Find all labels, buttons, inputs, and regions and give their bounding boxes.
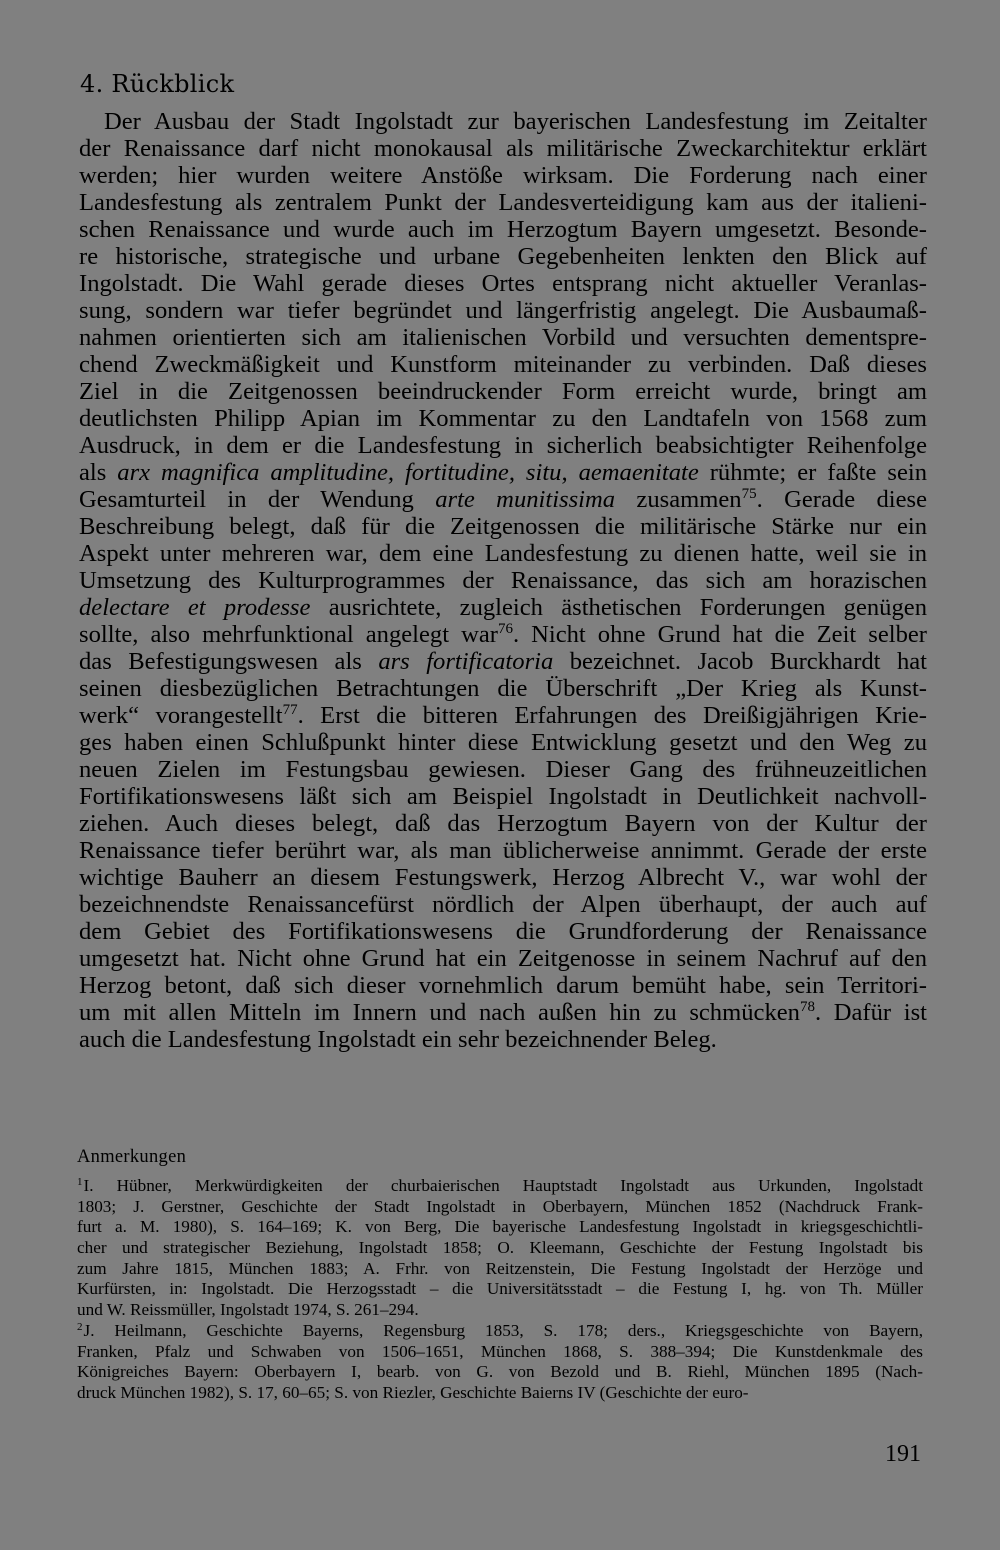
text-line xyxy=(79,594,927,621)
text-line xyxy=(79,702,927,729)
text-line xyxy=(79,540,927,567)
text-segment: sollte, also mehrfunktional angelegt war xyxy=(79,621,498,648)
footnote-line xyxy=(77,1259,923,1280)
text-segment: wichtige Bauherr an diesem Festungswerk, Herzog Albrecht V., war wohl der xyxy=(79,864,927,891)
text-line xyxy=(79,999,927,1026)
text-segment: umgesetzt hat. Nicht ohne Grund hat ein Zeitgenosse in seinem Nachruf auf den xyxy=(79,945,927,972)
footnote-text: druck München 1982), S. 17, 60–65; S. von Riezler, Geschichte Baierns IV (Geschichte der euro- xyxy=(77,1382,749,1402)
text-segment: schen Renaissance und wurde auch im Herzogtum Bayern umgesetzt. Besonde- xyxy=(79,216,927,243)
text-segment: Landesfestung als zentralem Punkt der Landesverteidigung kam aus der italieni- xyxy=(79,189,927,216)
footnote-text: und W. Reissmüller, Ingolstadt 1974, S. 261–294. xyxy=(77,1300,419,1320)
italic-text: arx magnifica amplitudine, fortitudine, situ, aemaenitate xyxy=(117,459,699,486)
text-segment: Fortifikationswesens läßt sich am Beispiel Ingolstadt in Deutlichkeit nachvoll- xyxy=(79,783,927,810)
footnote-line xyxy=(77,1300,923,1321)
text-segment: bezeichnet. Jacob Burckhardt hat xyxy=(553,648,928,675)
notes-heading: Anmerkungen xyxy=(77,1147,187,1167)
text-segment: ziehen. Auch dieses belegt, daß das Herzogtum Bayern von der Kultur der xyxy=(79,810,927,837)
text-line xyxy=(79,270,927,297)
footnote-line xyxy=(77,1321,923,1342)
text-segment: re historische, strategische und urbane Gegebenheiten lenkten den Blick auf xyxy=(79,243,927,270)
text-segment: um mit allen Mitteln im Innern und nach außen hin zu schmücken xyxy=(79,999,800,1026)
section-heading: 4. Rückblick xyxy=(80,70,235,98)
text-segment: Umsetzung des Kulturprogrammes der Renaissance, das sich am horazischen xyxy=(79,567,927,594)
text-line xyxy=(79,621,927,648)
footnote-line xyxy=(77,1362,923,1383)
text-line xyxy=(79,945,927,972)
text-segment: als xyxy=(79,459,118,486)
text-line xyxy=(79,756,927,783)
text-segment: Ingolstadt. Die Wahl gerade dieses Ortes entsprang nicht aktueller Veranlas- xyxy=(79,270,927,297)
footnote-ref: 75 xyxy=(741,486,757,502)
text-segment: Herzog betont, daß sich dieser vornehmlich darum bemüht habe, sein Territori- xyxy=(79,972,927,999)
text-segment: dem Gebiet des Fortifikationswesens die Grundforderung der Renaissance xyxy=(79,918,927,945)
text-segment: chend Zweckmäßigkeit und Kunstform miteinander zu verbinden. Daß dieses xyxy=(79,351,927,378)
text-segment: Beschreibung belegt, daß für die Zeitgenossen die militärische Stärke nur ein xyxy=(79,513,927,540)
text-segment: das Befestigungswesen als xyxy=(79,648,379,675)
footnote-line xyxy=(77,1238,923,1259)
footnote-number: 2 xyxy=(77,1320,83,1333)
text-segment: deutlichsten Philipp Apian im Kommentar zu den Landtafeln von 1568 zum xyxy=(79,405,927,432)
text-segment: auch die Landesfestung Ingolstadt ein sehr bezeichnender Beleg. xyxy=(79,1026,717,1053)
text-segment: nahmen orientierten sich am italienischen Vorbild und versuchten dementspre- xyxy=(79,324,927,351)
footnote-ref: 76 xyxy=(497,621,513,637)
text-line xyxy=(79,135,927,162)
text-line xyxy=(79,486,927,513)
text-segment: neuen Zielen im Festungsbau gewiesen. Dieser Gang des frühneuzeitlichen xyxy=(79,756,927,783)
text-segment: Ziel in die Zeitgenossen beeindruckender Form erreicht wurde, bringt am xyxy=(79,378,927,405)
text-line xyxy=(79,837,927,864)
text-segment: Renaissance tiefer berührt war, als man üblicherweise annimmt. Gerade der erste xyxy=(79,837,927,864)
footnote-text: cher und strategischer Beziehung, Ingolstadt 1858; O. Kleemann, Geschichte der Festung Ingolstadt bis xyxy=(77,1238,923,1258)
text-segment: bezeichnendste Renaissancefürst nördlich der Alpen überhaupt, der auch auf xyxy=(79,891,927,918)
footnote-line xyxy=(77,1342,923,1363)
text-line xyxy=(79,351,927,378)
text-segment: der Renaissance darf nicht monokausal als militärische Zweckarchitektur erklärt xyxy=(79,135,927,162)
footnote-line xyxy=(77,1197,923,1218)
text-line xyxy=(79,567,927,594)
text-line xyxy=(79,243,927,270)
text-segment: rühmte; er faßte sein xyxy=(698,459,928,486)
text-segment: Aspekt unter mehreren war, dem eine Landesfestung zu dienen hatte, weil sie in xyxy=(79,540,927,567)
text-line xyxy=(79,459,927,486)
text-line xyxy=(79,324,927,351)
text-segment: werk“ vorangestellt xyxy=(79,702,283,729)
footnote-text: furt a. M. 1980), S. 164–169; K. von Berg, Die bayerische Landesfestung Ingolstadt in kriegsgeschichtli- xyxy=(77,1217,923,1237)
text-segment: werden; hier wurden weitere Anstöße wirksam. Die Forderung nach einer xyxy=(79,162,927,189)
text-line xyxy=(79,162,927,189)
footnote-text: Kurfürsten, in: Ingolstadt. Die Herzogsstadt – die Universitätsstadt – die Festung I, hg. von Th. Müller xyxy=(77,1279,923,1299)
text-line xyxy=(79,918,927,945)
text-segment: Der Ausbau der Stadt Ingolstadt zur bayerischen Landesfestung im Zeitalter xyxy=(104,108,927,135)
footnote-text: I. Hübner, Merkwürdigkeiten der churbaierischen Hauptstadt Ingolstadt aus Urkunden, Ingolstadt xyxy=(83,1176,923,1195)
footnote-line xyxy=(77,1279,923,1300)
text-line xyxy=(79,405,927,432)
text-segment: Ausdruck, in dem er die Landesfestung in sicherlich beabsichtigter Reihenfolge xyxy=(79,432,927,459)
text-segment: . Dafür ist xyxy=(814,999,927,1026)
footnote-ref: 78 xyxy=(799,999,815,1015)
footnote-text: J. Heilmann, Geschichte Bayerns, Regensburg 1853, S. 178; ders., Kriegsgeschichte von Bayern, xyxy=(83,1320,923,1340)
footnote-text: Königreiches Bayern: Oberbayern I, bearb. von G. von Bezold und B. Riehl, München 1895 (Nach- xyxy=(77,1362,923,1382)
text-segment: Gesamturteil in der Wendung xyxy=(79,486,436,513)
text-line xyxy=(79,972,927,999)
text-segment: zusammen xyxy=(615,486,742,513)
text-line xyxy=(79,864,927,891)
text-segment: seinen diesbezüglichen Betrachtungen die Überschrift „Der Krieg als Kunst- xyxy=(79,675,927,702)
text-line xyxy=(79,648,927,675)
text-segment: ges haben einen Schlußpunkt hinter diese Entwicklung gesetzt und den Weg zu xyxy=(79,729,927,756)
italic-text: arte munitissima xyxy=(435,486,616,513)
italic-text: delectare et prodesse xyxy=(79,594,311,621)
text-segment: . Gerade diese xyxy=(756,486,928,513)
text-line xyxy=(79,432,927,459)
text-line xyxy=(79,891,927,918)
footnote-text: 1803; J. Gerstner, Geschichte der Stadt Ingolstadt in Oberbayern, München 1852 (Nachdruck Frank- xyxy=(77,1196,923,1216)
text-line xyxy=(79,297,927,324)
text-segment: ausrichtete, zugleich ästhetischen Forderungen genügen xyxy=(310,594,927,621)
text-line xyxy=(79,1026,927,1053)
text-line xyxy=(79,378,927,405)
footnote-line xyxy=(77,1217,923,1238)
text-line xyxy=(79,108,927,135)
text-line xyxy=(79,729,927,756)
page-number: 191 xyxy=(885,1441,921,1467)
text-segment: . Nicht ohne Grund hat die Zeit selber xyxy=(512,621,927,648)
italic-text: ars fortificatoria xyxy=(378,648,554,675)
footnote-number: 1 xyxy=(77,1176,83,1188)
footnote-text: zum Jahre 1815, München 1883; A. Frhr. von Reitzenstein, Die Festung Ingolstadt der Herzöge und xyxy=(77,1258,923,1278)
text-line xyxy=(79,675,927,702)
footnote-ref: 77 xyxy=(282,702,298,718)
footnote-line xyxy=(77,1383,923,1404)
text-line xyxy=(79,513,927,540)
footnote-line xyxy=(77,1176,923,1197)
text-line xyxy=(79,783,927,810)
text-line xyxy=(79,216,927,243)
text-segment: . Erst die bitteren Erfahrungen des Dreißigjährigen Krie- xyxy=(297,702,927,729)
body-text xyxy=(79,108,927,1053)
text-line xyxy=(79,810,927,837)
footnote-text: Franken, Pfalz und Schwaben von 1506–1651, München 1868, S. 388–394; Die Kunstdenkmale des xyxy=(77,1341,923,1361)
text-line xyxy=(79,189,927,216)
footnotes xyxy=(77,1176,923,1404)
text-segment: sung, sondern war tiefer begründet und längerfristig angelegt. Die Ausbaumaß- xyxy=(79,297,927,324)
